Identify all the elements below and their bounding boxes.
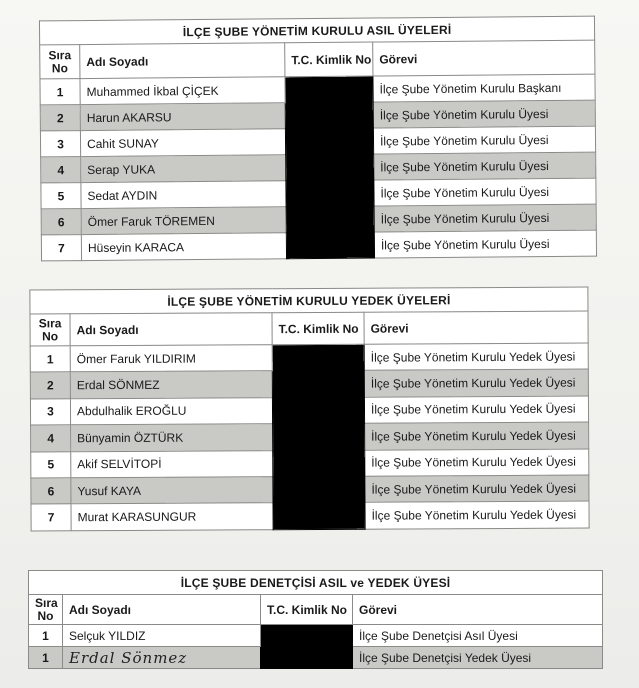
member-name: Murat KARASUNGUR (71, 503, 273, 530)
handwritten-name: Erdal Sönmez (63, 647, 261, 669)
header-sira-no: Sıra No (30, 314, 70, 346)
member-role: İlçe Şube Yönetim Kurulu Üyesi (374, 178, 596, 206)
header-sira-no: Sıra No (40, 45, 80, 79)
header-gorevi: Görevi (373, 40, 595, 76)
member-name: Ömer Faruk YILDIRIM (70, 345, 272, 372)
member-role: İlçe Şube Yönetim Kurulu Üyesi (374, 152, 596, 180)
member-role: İlçe Şube Yönetim Kurulu Yedek Üyesi (365, 449, 589, 477)
row-number: 1 (29, 625, 63, 647)
member-name: Muhammed İkbal ÇİÇEK (80, 77, 285, 105)
member-role: İlçe Şube Yönetim Kurulu Üyesi (373, 100, 595, 128)
header-tc-kimlik-no: T.C. Kimlik No (272, 312, 364, 344)
row-number: 4 (41, 157, 81, 183)
header-gorevi: Görevi (364, 311, 588, 344)
row-number: 1 (29, 647, 63, 669)
member-table-1 (39, 16, 597, 262)
row-number: 5 (41, 183, 81, 209)
member-role: İlçe Şube Yönetim Kurulu Üyesi (374, 204, 596, 232)
member-role: İlçe Şube Yönetim Kurulu Üyesi (374, 230, 596, 258)
table-row (30, 343, 588, 372)
redacted-tc-kimlik-block (285, 76, 375, 259)
member-name: Abdulhalik EROĞLU (70, 397, 272, 424)
header-tc-kimlik-no: T.C. Kimlik No (285, 42, 373, 77)
member-name: Erdal SÖNMEZ (70, 371, 272, 398)
row-number: 4 (31, 425, 71, 452)
member-role: İlçe Şube Yönetim Kurulu Yedek Üyesi (365, 422, 589, 450)
member-role: İlçe Şube Yönetim Kurulu Yedek Üyesi (364, 343, 588, 371)
member-name: Akif SELVİTOPİ (71, 450, 273, 477)
header-adi-soyadi: Adı Soyadı (80, 43, 285, 79)
table-title: İLÇE ŞUBE DENETÇİSİ ASIL ve YEDEK ÜYESİ (29, 571, 603, 595)
row-number: 2 (40, 105, 80, 131)
header-adi-soyadi: Adı Soyadı (70, 313, 272, 346)
table-title: İLÇE ŞUBE YÖNETİM KURULU ASIL ÜYELERİ (39, 16, 594, 45)
row-number: 1 (40, 79, 80, 105)
table-row (29, 625, 603, 647)
header-gorevi: Görevi (353, 595, 603, 625)
row-number: 6 (31, 478, 71, 505)
member-name: Ömer Faruk TÖREMEN (81, 207, 286, 235)
row-number: 1 (30, 346, 70, 373)
member-name: Sedat AYDIN (81, 181, 286, 209)
row-number: 6 (41, 209, 81, 235)
member-role: İlçe Şube Yönetim Kurulu Yedek Üyesi (365, 475, 589, 503)
row-number: 2 (30, 372, 70, 399)
member-table-2 (29, 287, 589, 532)
member-role: İlçe Şube Yönetim Kurulu Yedek Üyesi (364, 396, 588, 424)
row-number: 7 (41, 235, 81, 261)
member-role: İlçe Şube Denetçisi Yedek Üyesi (353, 647, 603, 669)
member-role: İlçe Şube Yönetim Kurulu Yedek Üyesi (364, 369, 588, 397)
member-name: Bünyamin ÖZTÜRK (71, 424, 273, 451)
header-sira-no: Sıra No (29, 595, 63, 625)
row-number: 7 (31, 504, 71, 531)
redacted-tc-kimlik-block (261, 625, 353, 669)
member-name: Serap YUKA (81, 155, 286, 183)
redacted-tc-kimlik-block (272, 344, 365, 529)
member-name: Hüseyin KARACA (81, 233, 286, 261)
table-title: İLÇE ŞUBE YÖNETİM KURULU YEDEK ÜYELERİ (30, 287, 588, 314)
member-table-3 (28, 570, 603, 669)
header-tc-kimlik-no: T.C. Kimlik No (261, 595, 353, 625)
member-role: İlçe Şube Denetçisi Asıl Üyesi (353, 625, 603, 647)
row-number: 3 (40, 131, 80, 157)
member-role: İlçe Şube Yönetim Kurulu Başkanı (373, 74, 595, 102)
row-number: 3 (30, 399, 70, 426)
member-name: Harun AKARSU (80, 103, 285, 131)
member-role: İlçe Şube Yönetim Kurulu Üyesi (373, 126, 595, 154)
member-name: Yusuf KAYA (71, 477, 273, 504)
member-name: Cahit SUNAY (80, 129, 285, 157)
row-number: 5 (31, 451, 71, 478)
member-role: İlçe Şube Yönetim Kurulu Yedek Üyesi (365, 501, 589, 529)
header-adi-soyadi: Adı Soyadı (63, 595, 261, 625)
member-name: Selçuk YILDIZ (63, 625, 261, 647)
